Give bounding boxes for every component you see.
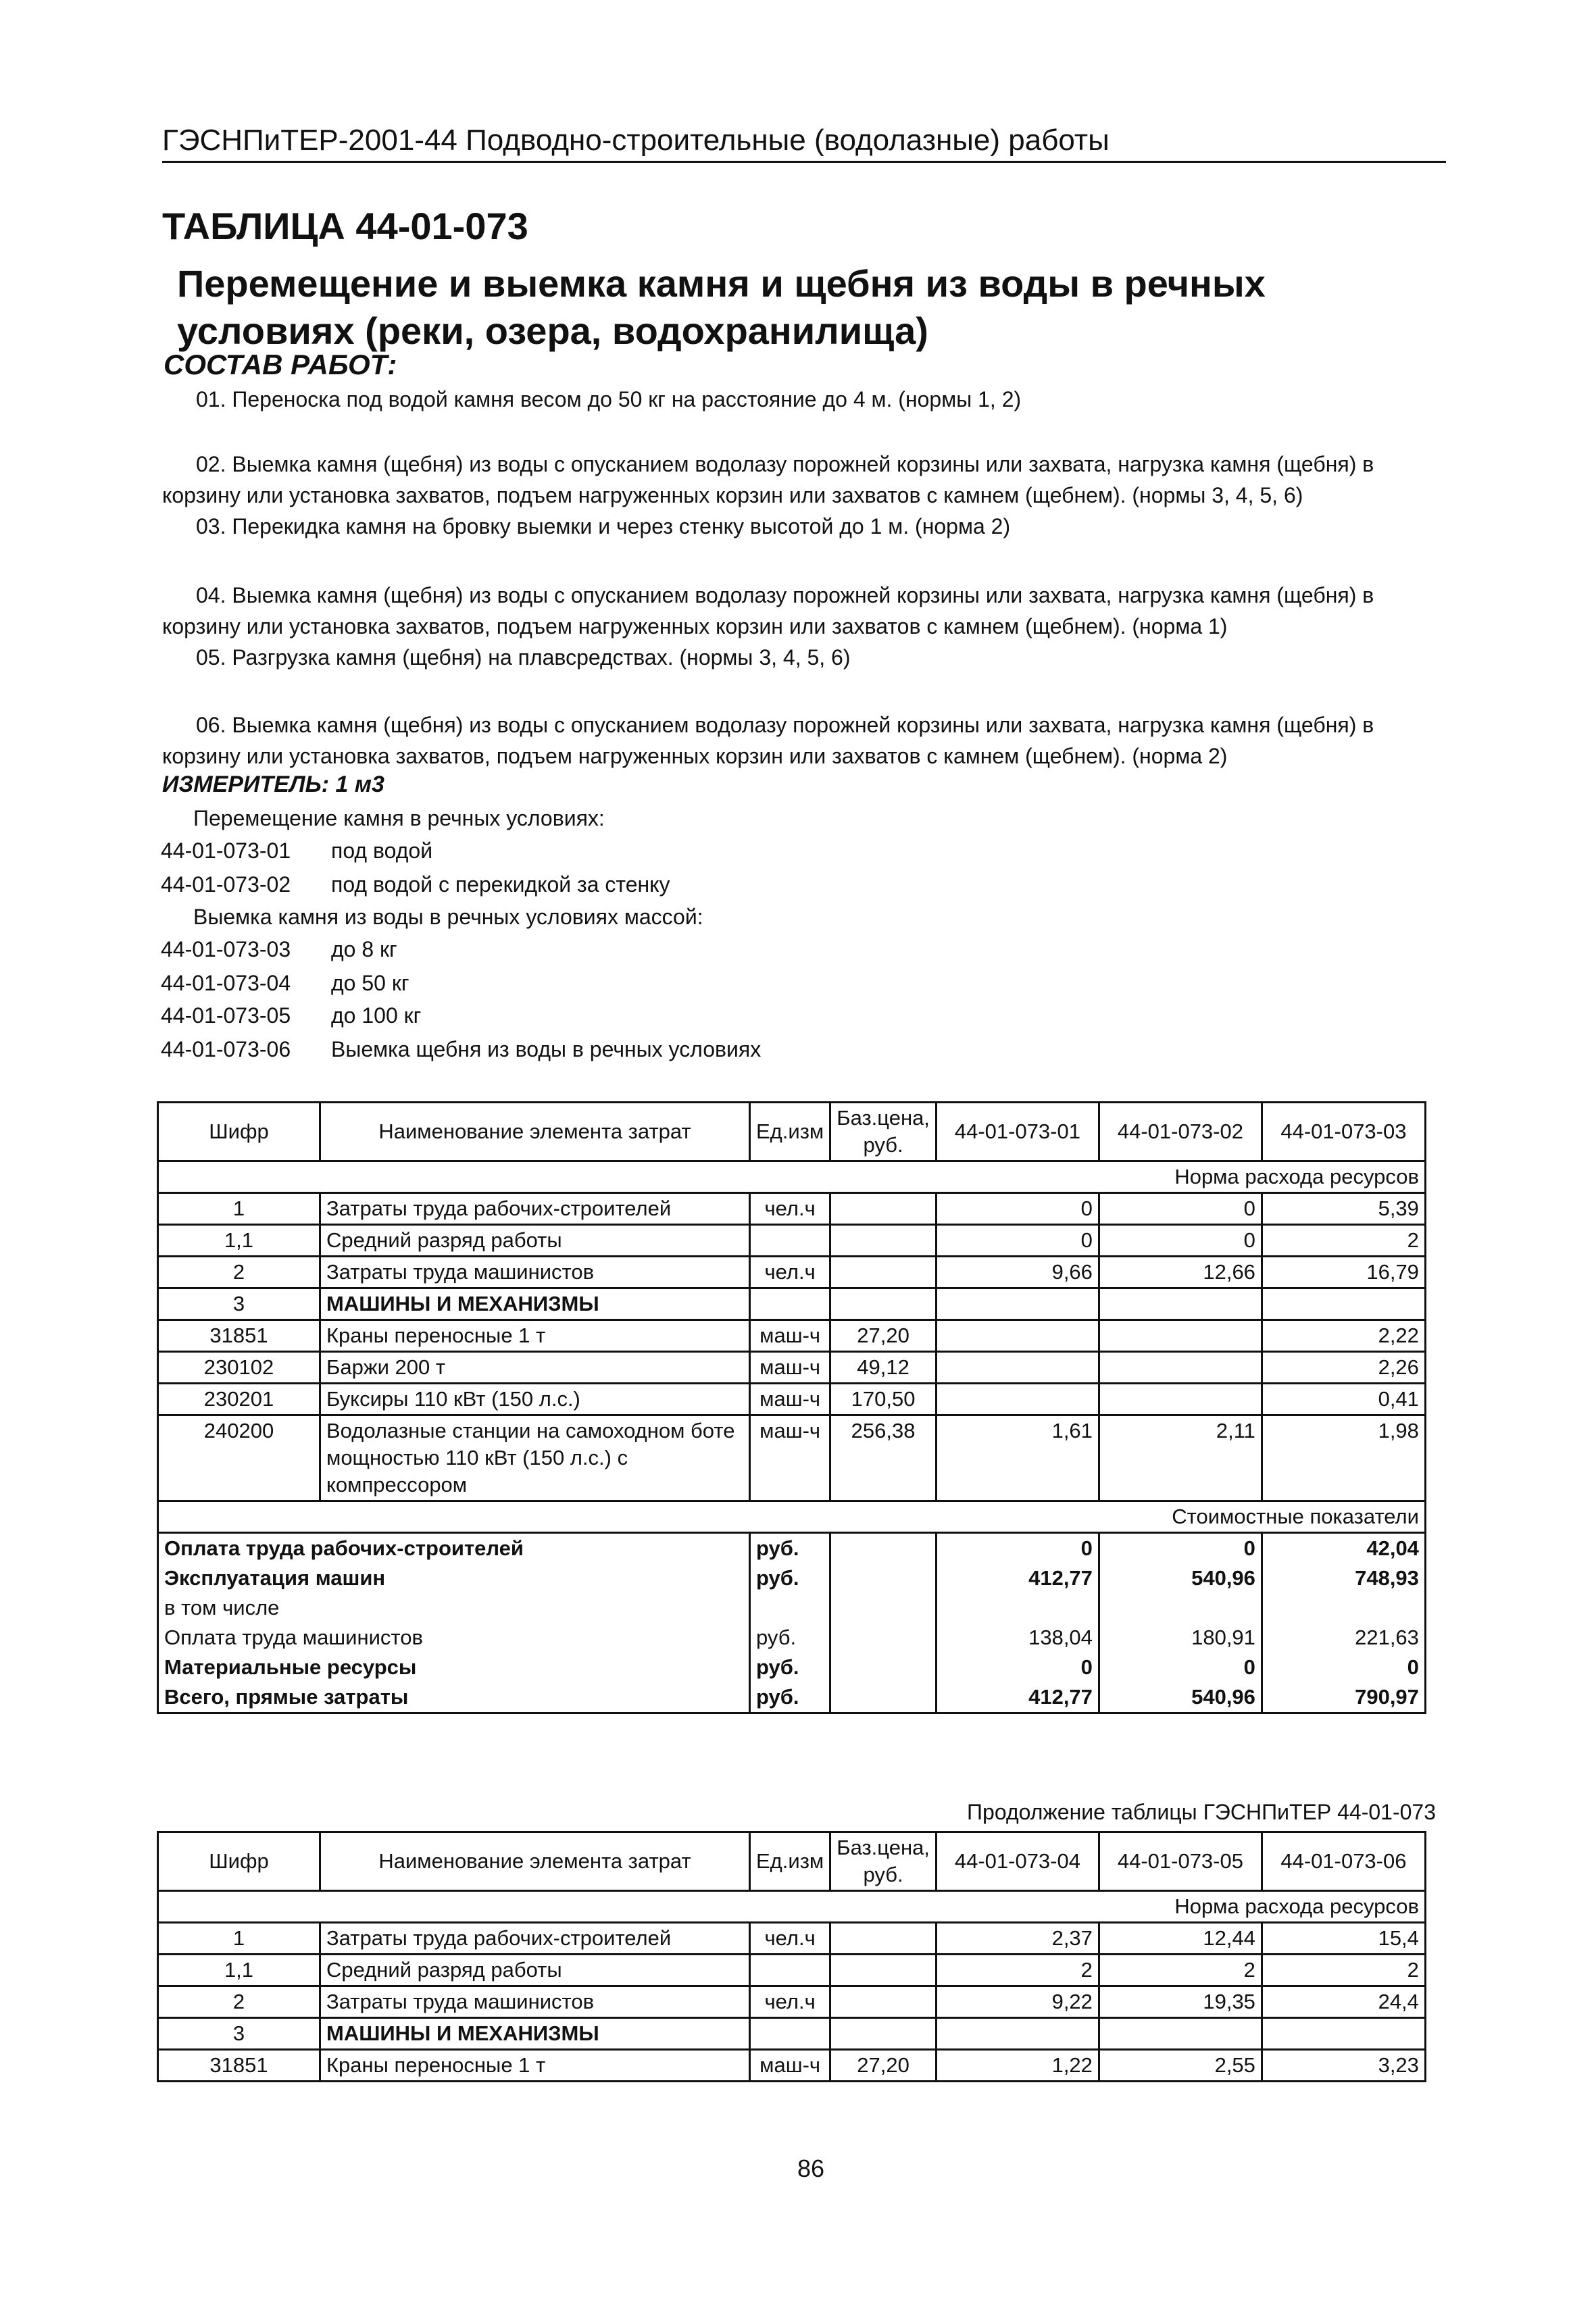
row-price: 27,20 bbox=[830, 1320, 937, 1352]
cost-value: 42,04 bbox=[1262, 1533, 1425, 1564]
row-unit bbox=[750, 1288, 830, 1320]
row-value: 2,55 bbox=[1099, 2050, 1262, 2082]
work-item-05: 05. Разгрузка камня (щебня) на плавсредствах. (нормы 3, 4, 5, 6) bbox=[196, 645, 851, 670]
cost-name: Эксплуатация машин bbox=[158, 1563, 750, 1593]
cost-row bbox=[158, 1653, 1426, 1682]
row-value bbox=[1099, 1384, 1262, 1415]
row-name: Средний разряд работы bbox=[320, 1955, 750, 1986]
cost-price-empty bbox=[830, 1623, 937, 1653]
cost-value: 412,77 bbox=[936, 1682, 1099, 1713]
code-label: 44-01-073-01 bbox=[161, 838, 291, 863]
row-unit bbox=[750, 1225, 830, 1257]
header-price: Баз.цена, руб. bbox=[830, 1832, 937, 1891]
cost-row bbox=[158, 1593, 1426, 1623]
code-description: Выемка щебня из воды в речных условиях bbox=[331, 1037, 762, 1061]
row-value: 19,35 bbox=[1099, 1986, 1262, 2018]
row-value: 0 bbox=[1099, 1225, 1262, 1257]
row-unit: маш-ч bbox=[750, 1352, 830, 1384]
group-label-extraction: Выемка камня из воды в речных условиях массой: bbox=[193, 905, 703, 929]
cost-price-empty bbox=[830, 1563, 937, 1593]
work-item-06: 06. Выемка камня (щебня) из воды с опусканием водолазу порожней корзины или захвата, нагрузка камня (щебня) в корзину или установка захватов, подъем нагруженных корзин или захватов с камнем (щебнем). (норма 2) bbox=[162, 713, 1374, 768]
code-description: под водой bbox=[331, 838, 433, 863]
cost-value: 540,96 bbox=[1099, 1563, 1262, 1593]
row-code: 1 bbox=[158, 1923, 320, 1955]
table-row bbox=[158, 1320, 1426, 1352]
row-unit: маш-ч bbox=[750, 1415, 830, 1501]
cost-value: 180,91 bbox=[1099, 1623, 1262, 1653]
code-description: до 100 кг bbox=[331, 1003, 422, 1028]
cost-value bbox=[1262, 1593, 1425, 1623]
row-name: Краны переносные 1 т bbox=[320, 2050, 750, 2082]
table-row bbox=[158, 1193, 1426, 1225]
row-value: 0,41 bbox=[1262, 1384, 1425, 1415]
row-name: Затраты труда машинистов bbox=[320, 1257, 750, 1288]
header-name: Наименование элемента затрат bbox=[320, 1103, 750, 1161]
row-code: 2 bbox=[158, 1986, 320, 2018]
running-header: ГЭСНПиТЕР-2001-44 Подводно-строительные (водолазные) работы bbox=[162, 120, 1446, 163]
row-value bbox=[1262, 2018, 1425, 2050]
code-description: под водой с перекидкой за стенку bbox=[331, 872, 670, 897]
norm-label: Норма расхода ресурсов bbox=[158, 1161, 1426, 1193]
row-price bbox=[830, 1257, 937, 1288]
row-code: 230201 bbox=[158, 1384, 320, 1415]
header-col-06: 44-01-073-06 bbox=[1262, 1832, 1425, 1891]
row-name: МАШИНЫ И МЕХАНИЗМЫ bbox=[320, 2018, 750, 2050]
table-row bbox=[158, 1955, 1426, 1986]
row-value: 15,4 bbox=[1262, 1923, 1425, 1955]
header-price: Баз.цена, руб. bbox=[830, 1103, 937, 1161]
work-item-02: 02. Выемка камня (щебня) из воды с опусканием водолазу порожней корзины или захвата, нагрузка камня (щебня) в корзину или установка захватов, подъем нагруженных корзин или захватов с камнем (щебнем). (нормы 3, 4, 5, 6) bbox=[162, 452, 1374, 507]
cost-value: 221,63 bbox=[1262, 1623, 1425, 1653]
row-value bbox=[936, 1320, 1099, 1352]
cost-unit: руб. bbox=[750, 1682, 830, 1713]
row-unit bbox=[750, 1955, 830, 1986]
cost-value: 0 bbox=[936, 1653, 1099, 1682]
continuation-label: Продолжение таблицы ГЭСНПиТЕР 44-01-073 bbox=[967, 1800, 1436, 1824]
row-code: 1,1 bbox=[158, 1955, 320, 1986]
row-value bbox=[936, 2018, 1099, 2050]
row-unit: чел.ч bbox=[750, 1986, 830, 2018]
cost-name: Оплата труда рабочих-строителей bbox=[158, 1533, 750, 1564]
table-row bbox=[158, 1352, 1426, 1384]
section-title: Перемещение и выемка камня и щебня из воды в речных условиях (реки, озера, водохранилища) bbox=[177, 262, 1266, 352]
row-name: Средний разряд работы bbox=[320, 1225, 750, 1257]
row-value: 2,22 bbox=[1262, 1320, 1425, 1352]
cost-label: Стоимостные показатели bbox=[158, 1501, 1426, 1533]
page-number: 86 bbox=[797, 2155, 825, 2182]
row-value: 2 bbox=[936, 1955, 1099, 1986]
table-title: ТАБЛИЦА 44-01-073 bbox=[162, 205, 528, 247]
row-code: 1,1 bbox=[158, 1225, 320, 1257]
row-value: 5,39 bbox=[1262, 1193, 1425, 1225]
row-value bbox=[936, 1352, 1099, 1384]
row-value: 0 bbox=[936, 1225, 1099, 1257]
row-unit: чел.ч bbox=[750, 1193, 830, 1225]
cost-name: Всего, прямые затраты bbox=[158, 1682, 750, 1713]
row-value: 1,22 bbox=[936, 2050, 1099, 2082]
work-composition-label: СОСТАВ РАБОТ: bbox=[164, 349, 397, 380]
row-value: 3,23 bbox=[1262, 2050, 1425, 2082]
row-value bbox=[936, 1384, 1099, 1415]
header-col-02: 44-01-073-02 bbox=[1099, 1103, 1262, 1161]
row-price bbox=[830, 1225, 937, 1257]
row-name: Затраты труда машинистов bbox=[320, 1986, 750, 2018]
row-value bbox=[936, 1288, 1099, 1320]
row-value: 12,44 bbox=[1099, 1923, 1262, 1955]
row-unit: маш-ч bbox=[750, 1384, 830, 1415]
header-code: Шифр bbox=[158, 1832, 320, 1891]
cost-value: 0 bbox=[1099, 1653, 1262, 1682]
row-code: 31851 bbox=[158, 1320, 320, 1352]
row-value: 2,26 bbox=[1262, 1352, 1425, 1384]
row-unit: маш-ч bbox=[750, 2050, 830, 2082]
cost-value: 790,97 bbox=[1262, 1682, 1425, 1713]
row-price bbox=[830, 1955, 937, 1986]
cost-value: 412,77 bbox=[936, 1563, 1099, 1593]
header-name: Наименование элемента затрат bbox=[320, 1832, 750, 1891]
row-price: 256,38 bbox=[830, 1415, 937, 1501]
cost-row bbox=[158, 1533, 1426, 1564]
row-price bbox=[830, 2018, 937, 2050]
cost-row bbox=[158, 1682, 1426, 1713]
cost-unit bbox=[750, 1593, 830, 1623]
row-code: 2 bbox=[158, 1257, 320, 1288]
row-name: Баржи 200 т bbox=[320, 1352, 750, 1384]
group-label-movement: Перемещение камня в речных условиях: bbox=[193, 806, 605, 830]
row-price: 27,20 bbox=[830, 2050, 937, 2082]
row-code: 3 bbox=[158, 2018, 320, 2050]
code-description: до 50 кг bbox=[331, 971, 409, 995]
row-name: Затраты труда рабочих-строителей bbox=[320, 1193, 750, 1225]
cost-unit: руб. bbox=[750, 1653, 830, 1682]
table-row bbox=[158, 1225, 1426, 1257]
row-value: 1,98 bbox=[1262, 1415, 1425, 1501]
row-price bbox=[830, 1288, 937, 1320]
row-unit: чел.ч bbox=[750, 1257, 830, 1288]
cost-unit: руб. bbox=[750, 1563, 830, 1593]
cost-value: 0 bbox=[1099, 1533, 1262, 1564]
code-label: 44-01-073-04 bbox=[161, 971, 291, 995]
row-code: 3 bbox=[158, 1288, 320, 1320]
row-value: 9,66 bbox=[936, 1257, 1099, 1288]
cost-name: Оплата труда машинистов bbox=[158, 1623, 750, 1653]
table-row bbox=[158, 1288, 1426, 1320]
row-price: 49,12 bbox=[830, 1352, 937, 1384]
table-row bbox=[158, 2050, 1426, 2082]
work-item-01: 01. Переноска под водой камня весом до 50 кг на расстояние до 4 м. (нормы 1, 2) bbox=[196, 387, 1022, 411]
code-label: 44-01-073-02 bbox=[161, 872, 291, 897]
cost-row bbox=[158, 1563, 1426, 1593]
cost-price-empty bbox=[830, 1593, 937, 1623]
header-unit: Ед.изм bbox=[750, 1832, 830, 1891]
norm-section-row bbox=[158, 1891, 1426, 1923]
row-name: Затраты труда рабочих-строителей bbox=[320, 1923, 750, 1955]
cost-value: 540,96 bbox=[1099, 1682, 1262, 1713]
cost-unit: руб. bbox=[750, 1533, 830, 1564]
code-label: 44-01-073-03 bbox=[161, 937, 291, 961]
row-name: Краны переносные 1 т bbox=[320, 1320, 750, 1352]
row-value bbox=[1099, 1352, 1262, 1384]
code-label: 44-01-073-05 bbox=[161, 1003, 291, 1028]
row-unit bbox=[750, 2018, 830, 2050]
header-col-01: 44-01-073-01 bbox=[936, 1103, 1099, 1161]
row-value bbox=[1099, 1320, 1262, 1352]
header-col-03: 44-01-073-03 bbox=[1262, 1103, 1425, 1161]
table-row bbox=[158, 1415, 1426, 1501]
cost-value bbox=[936, 1593, 1099, 1623]
row-value bbox=[1099, 2018, 1262, 2050]
row-value: 2 bbox=[1099, 1955, 1262, 1986]
row-unit: чел.ч bbox=[750, 1923, 830, 1955]
row-value: 2 bbox=[1262, 1955, 1425, 1986]
cost-value: 138,04 bbox=[936, 1623, 1099, 1653]
cost-value: 748,93 bbox=[1262, 1563, 1425, 1593]
cost-value bbox=[1099, 1593, 1262, 1623]
row-code: 240200 bbox=[158, 1415, 320, 1501]
table-row bbox=[158, 2018, 1426, 2050]
cost-unit: руб. bbox=[750, 1623, 830, 1653]
row-value: 16,79 bbox=[1262, 1257, 1425, 1288]
resource-table-2 bbox=[157, 1831, 1426, 2082]
resource-table-1 bbox=[157, 1101, 1426, 1714]
cost-name: в том числе bbox=[158, 1593, 750, 1623]
measurement-unit: ИЗМЕРИТЕЛЬ: 1 м3 bbox=[162, 772, 384, 797]
norm-label: Норма расхода ресурсов bbox=[158, 1891, 1426, 1923]
header-code: Шифр bbox=[158, 1103, 320, 1161]
row-code: 230102 bbox=[158, 1352, 320, 1384]
row-name: Водолазные станции на самоходном боте мощностью 110 кВт (150 л.с.) с компрессором bbox=[320, 1415, 750, 1501]
cost-price-empty bbox=[830, 1682, 937, 1713]
header-col-04: 44-01-073-04 bbox=[936, 1832, 1099, 1891]
cost-value: 0 bbox=[1262, 1653, 1425, 1682]
row-price bbox=[830, 1193, 937, 1225]
cost-row bbox=[158, 1623, 1426, 1653]
row-value: 2,11 bbox=[1099, 1415, 1262, 1501]
row-name: МАШИНЫ И МЕХАНИЗМЫ bbox=[320, 1288, 750, 1320]
row-value: 1,61 bbox=[936, 1415, 1099, 1501]
row-code: 31851 bbox=[158, 2050, 320, 2082]
row-code: 1 bbox=[158, 1193, 320, 1225]
header-unit: Ед.изм bbox=[750, 1103, 830, 1161]
row-unit: маш-ч bbox=[750, 1320, 830, 1352]
table-row bbox=[158, 1923, 1426, 1955]
work-item-03: 03. Перекидка камня на бровку выемки и через стенку высотой до 1 м. (норма 2) bbox=[196, 514, 1011, 538]
norm-section-row bbox=[158, 1161, 1426, 1193]
row-name: Буксиры 110 кВт (150 л.с.) bbox=[320, 1384, 750, 1415]
header-col-05: 44-01-073-05 bbox=[1099, 1832, 1262, 1891]
table-row bbox=[158, 1257, 1426, 1288]
table-header-row bbox=[158, 1103, 1426, 1161]
work-item-04: 04. Выемка камня (щебня) из воды с опусканием водолазу порожней корзины или захвата, нагрузка камня (щебня) в корзину или установка захватов, подъем нагруженных корзин или захватов с камнем (щебнем). (норма 1) bbox=[162, 583, 1374, 638]
table-row bbox=[158, 1986, 1426, 2018]
code-label: 44-01-073-06 bbox=[161, 1037, 291, 1061]
row-value bbox=[1099, 1288, 1262, 1320]
cost-value: 0 bbox=[936, 1533, 1099, 1564]
row-price bbox=[830, 1923, 937, 1955]
cost-price-empty bbox=[830, 1653, 937, 1682]
row-value: 2,37 bbox=[936, 1923, 1099, 1955]
row-value: 9,22 bbox=[936, 1986, 1099, 2018]
row-price: 170,50 bbox=[830, 1384, 937, 1415]
row-value: 2 bbox=[1262, 1225, 1425, 1257]
code-description: до 8 кг bbox=[331, 937, 397, 961]
table-header-row bbox=[158, 1832, 1426, 1891]
table-row bbox=[158, 1384, 1426, 1415]
row-value: 12,66 bbox=[1099, 1257, 1262, 1288]
row-value: 24,4 bbox=[1262, 1986, 1425, 2018]
cost-price-empty bbox=[830, 1533, 937, 1564]
cost-section-row bbox=[158, 1501, 1426, 1533]
row-value: 0 bbox=[1099, 1193, 1262, 1225]
row-value: 0 bbox=[936, 1193, 1099, 1225]
row-price bbox=[830, 1986, 937, 2018]
cost-name: Материальные ресурсы bbox=[158, 1653, 750, 1682]
row-value bbox=[1262, 1288, 1425, 1320]
